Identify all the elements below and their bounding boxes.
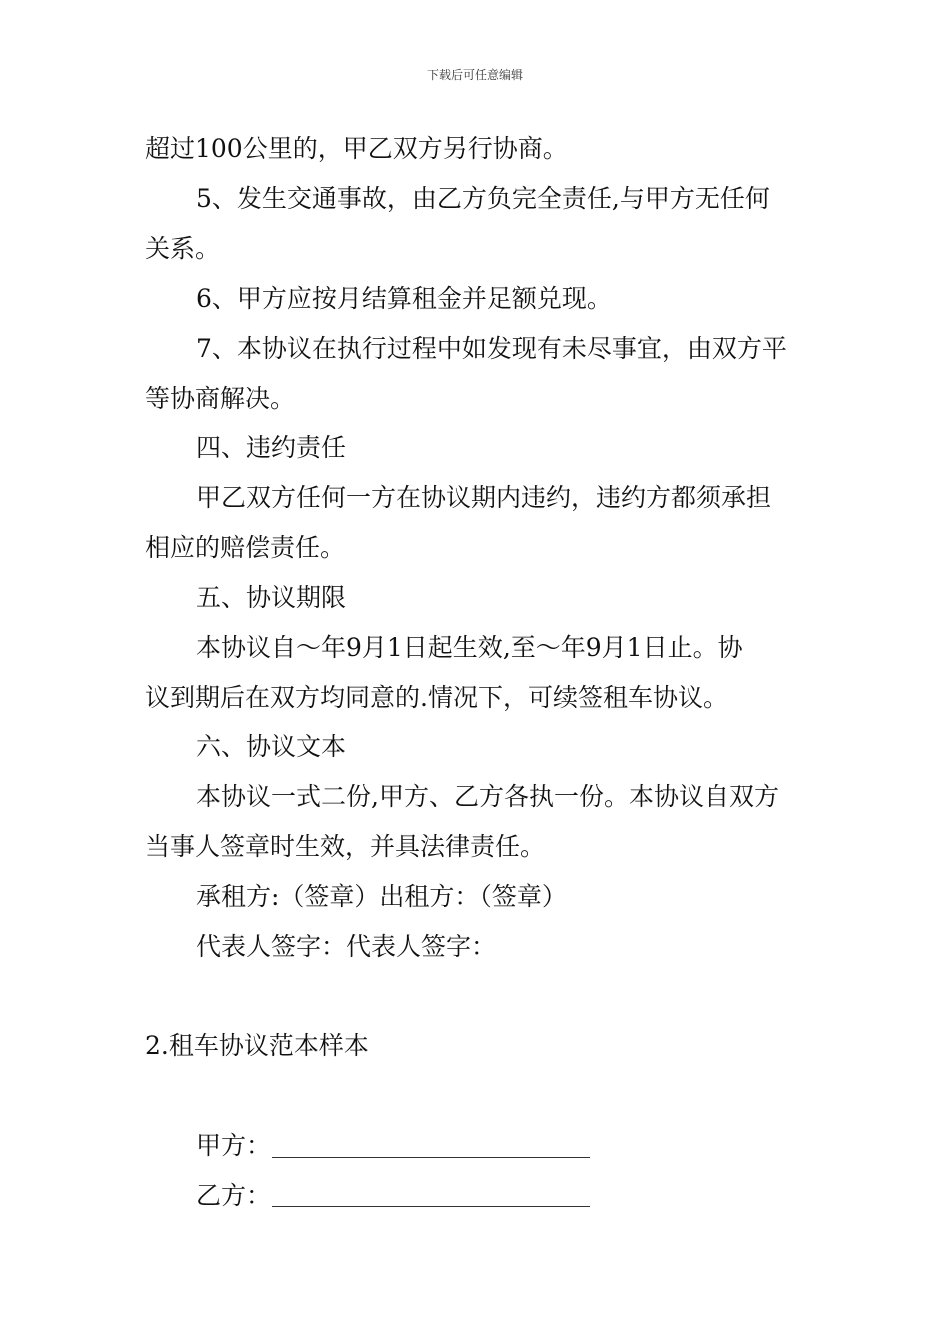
section-heading-breach: 四、违约责任 xyxy=(196,433,347,462)
party-b-blank xyxy=(272,1206,590,1207)
party-a-label: 甲方： xyxy=(196,1131,272,1160)
party-a-blank xyxy=(272,1157,590,1158)
representative-signature-line: 代表人签字：代表人签字： xyxy=(196,932,497,961)
text-line: 等协商解决。 xyxy=(145,384,296,413)
text-line: 议到期后在双方均同意的.情况下，可续签租车协议。 xyxy=(145,683,728,712)
clause-5: 5、发生交通事故，由乙方负完全责任,与甲方无任何 xyxy=(196,184,770,213)
signature-line: 承租方:（签章）出租方：（签章） xyxy=(196,882,567,911)
text-line: 关系。 xyxy=(145,234,221,263)
text-line: 超过100公里的，甲乙双方另行协商。 xyxy=(145,134,568,163)
section-heading-term: 五、协议期限 xyxy=(196,583,347,612)
paragraph-text: 本协议一式二份,甲方、乙方各执一份。本协议自双方 xyxy=(196,782,779,811)
section-title: 2.租车协议范本样本 xyxy=(145,1031,369,1060)
clause-6: 6、甲方应按月结算租金并足额兑现。 xyxy=(196,284,612,313)
text-line: 相应的赔偿责任。 xyxy=(145,533,346,562)
page-header: 下载后可任意编辑 xyxy=(426,68,523,82)
paragraph-term: 本协议自～年9月1日起生效,至～年9月1日止。协 xyxy=(196,633,743,662)
text-line: 当事人签章时生效，并具法律责任。 xyxy=(145,832,546,861)
paragraph-breach: 甲乙双方任何一方在协议期内违约，违约方都须承担 xyxy=(196,483,772,512)
party-b-label: 乙方： xyxy=(196,1181,272,1210)
section-heading-text: 六、协议文本 xyxy=(196,732,347,761)
clause-7: 7、本协议在执行过程中如发现有未尽事宜，由双方平 xyxy=(196,334,787,363)
